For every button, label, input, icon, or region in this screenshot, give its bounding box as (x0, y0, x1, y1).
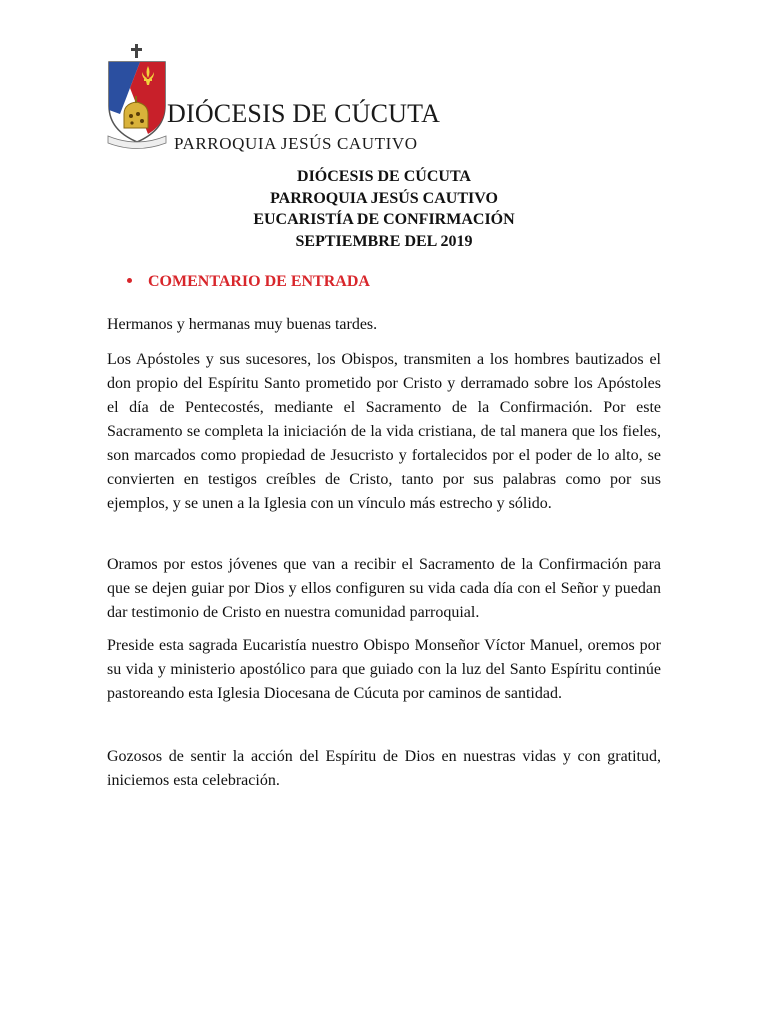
heading-event: EUCARISTÍA DE CONFIRMACIÓN (253, 211, 515, 228)
bullet-icon (127, 278, 132, 283)
paragraph-prayer-youth: Oramos por estos jóvenes que van a recibir el Sacramento de la Confirmación para que se dejen guiar por Dios y ellos configuren su vida cada día con el Señor y puedan dar testimonio de Cristo en nuestra comunidad parroquial. (107, 556, 661, 621)
section-heading (127, 273, 370, 291)
heading-date: SEPTIEMBRE DEL 2019 (295, 232, 473, 250)
heading-parish: PARROQUIA JESÚS CAUTIVO (270, 189, 498, 207)
document-heading (0, 166, 768, 252)
paragraph-bishop: Preside esta sagrada Eucaristía nuestro Obispo Monseñor Víctor Manuel, oremos por su vida y ministerio apostólico para que guiado con la luz del Santo Espíritu continúe pastoreando esta Iglesia Diocesana de Cúcuta por caminos de santidad. (107, 637, 661, 702)
letterhead-title: DIÓCESIS DE CÚCUTA (167, 99, 441, 128)
letterhead (104, 44, 524, 154)
coat-of-arms-icon (104, 44, 170, 152)
section-title: COMENTARIO DE ENTRADA (148, 273, 370, 290)
heading-diocese: DIÓCESIS DE CÚCUTA (297, 168, 471, 185)
paragraph-greeting: Hermanos y hermanas muy buenas tardes. (107, 316, 378, 333)
letterhead-subtitle: PARROQUIA JESÚS CAUTIVO (174, 134, 418, 153)
paragraph-confirmation: Los Apóstoles y sus sucesores, los Obispos, transmiten a los hombres bautizados el don propio del Espíritu Santo prometido por Cristo y derramado sobre los Apóstoles el día de Pentecostés, mediante el Sacramento de la Confirmación. Por este Sacramento se completa la iniciación de la vida cristiana, de tal manera que los fieles, son marcados como propiedad de Jesucristo y fortalecidos por el poder de lo alto, se convierten en testigos creíbles de Cristo, tanto por sus palabras como por sus ejemplos, y se unen a la Iglesia con un vínculo más estrecho y sólido. (107, 351, 661, 512)
paragraph-closing: Gozosos de sentir la acción del Espíritu de Dios en nuestras vidas y con gratitud, iniciemos esta celebración. (107, 748, 661, 789)
